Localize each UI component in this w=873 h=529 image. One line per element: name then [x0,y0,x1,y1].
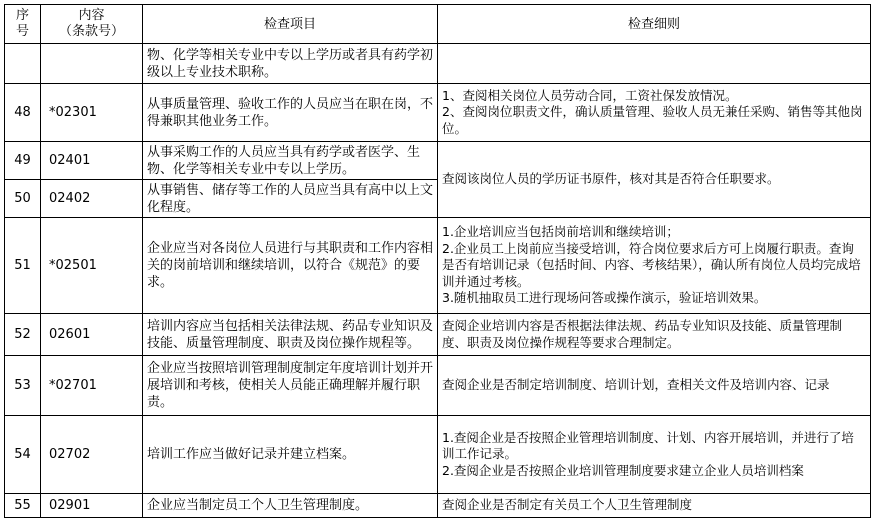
row-item: 从事质量管理、验收工作的人员应当在职在岗，不得兼职其他业务工作。 [143,84,438,142]
detail-line: 1.企业培训应当包括岗前培训和继续培训； [442,224,679,240]
detail-line: 1、查阅相关岗位人员劳动合同，工资社保发放情况。 [442,87,738,103]
row-code: 02601 [41,314,143,356]
row-item: 企业应当制定员工个人卫生管理制度。 [143,494,438,518]
detail-line: 查阅企业是否制定培训制度、培训计划，查相关文件及培训内容、记录 [442,377,830,393]
row-code [41,44,143,84]
row-seq: 49 [5,142,41,180]
row-detail [438,356,871,416]
row-seq: 52 [5,314,41,356]
detail-line: 查阅企业是否制定有关员工个人卫生管理制度 [442,497,693,513]
row-item: 从事销售、储存等工作的人员应当具有高中以上文化程度。 [143,180,438,218]
row-detail [438,494,871,518]
row-item: 企业应当按照培训管理制度制定年度培训计划并开展培训和考核，使相关人员能正确理解并履行职责。 [143,356,438,416]
row-seq: 50 [5,180,41,218]
table-row [5,356,871,416]
header-clause-line1: 内容 [78,8,105,23]
detail-line: 1.查阅企业是否按照企业管理培训制度、计划、内容开展培训，并进行了培训工作记录。 [442,429,854,462]
row-detail [438,416,871,494]
table-row [5,416,871,494]
table-row [5,44,871,84]
detail-line: 2、查阅岗位职责文件，确认质量管理、验收人员无兼任采购、销售等其他岗位。 [442,104,863,136]
row-seq: 51 [5,218,41,314]
detail-line: 查阅该岗位人员的学历证书原件，核对其是否符合任职要求。 [442,171,780,187]
row-code: *02501 [41,218,143,314]
table-row [5,84,871,142]
row-seq: 55 [5,494,41,518]
row-seq: 48 [5,84,41,142]
row-code: 02401 [41,142,143,180]
row-code: 02901 [41,494,143,518]
header-item: 检查项目 [143,5,438,44]
detail-line: 2.企业员工上岗前应当接受培训，符合岗位要求后方可上岗履行职责。查询是否有培训记录（包括时间、内容、考核结果），确认所有岗位人员均完成培训并通过考核。 [442,240,861,289]
row-detail [438,314,871,356]
row-code: *02301 [41,84,143,142]
table-header-row [5,5,871,44]
header-clause-line2: （条款号） [58,24,124,39]
row-detail [438,218,871,314]
table-row [5,218,871,314]
row-detail [438,44,871,84]
row-detail [438,142,871,218]
row-item: 企业应当对各岗位人员进行与其职责和工作内容相关的岗前培训和继续培训，以符合《规范》的要求。 [143,218,438,314]
row-seq [5,44,41,84]
header-detail: 检查细则 [438,5,871,44]
row-code: *02701 [41,356,143,416]
detail-line: 3.随机抽取员工进行现场问答或操作演示，验证培训效果。 [442,290,767,306]
header-seq: 序 号 [5,5,41,44]
inspection-table [4,4,871,518]
table-row [5,142,871,180]
header-clause [41,5,143,44]
row-item: 培训工作应当做好记录并建立档案。 [143,416,438,494]
row-seq: 53 [5,356,41,416]
row-item: 物、化学等相关专业中专以上学历或者具有药学初级以上专业技术职称。 [143,44,438,84]
table-row [5,314,871,356]
table-row [5,494,871,518]
row-item: 培训内容应当包括相关法律法规、药品专业知识及技能、质量管理制度、职责及岗位操作规程等。 [143,314,438,356]
detail-line: 查阅企业培训内容是否根据法律法规、药品专业知识及技能、质量管理制度、职责及岗位操作规程等要求合理制定。 [442,318,843,350]
row-seq: 54 [5,416,41,494]
detail-line: 2.查阅企业是否按照企业培训管理制度要求建立企业人员培训档案 [442,462,804,478]
row-item: 从事采购工作的人员应当具有药学或者医学、生物、化学等相关专业中专以上学历。 [143,142,438,180]
row-detail [438,84,871,142]
row-code: 02702 [41,416,143,494]
row-code: 02402 [41,180,143,218]
